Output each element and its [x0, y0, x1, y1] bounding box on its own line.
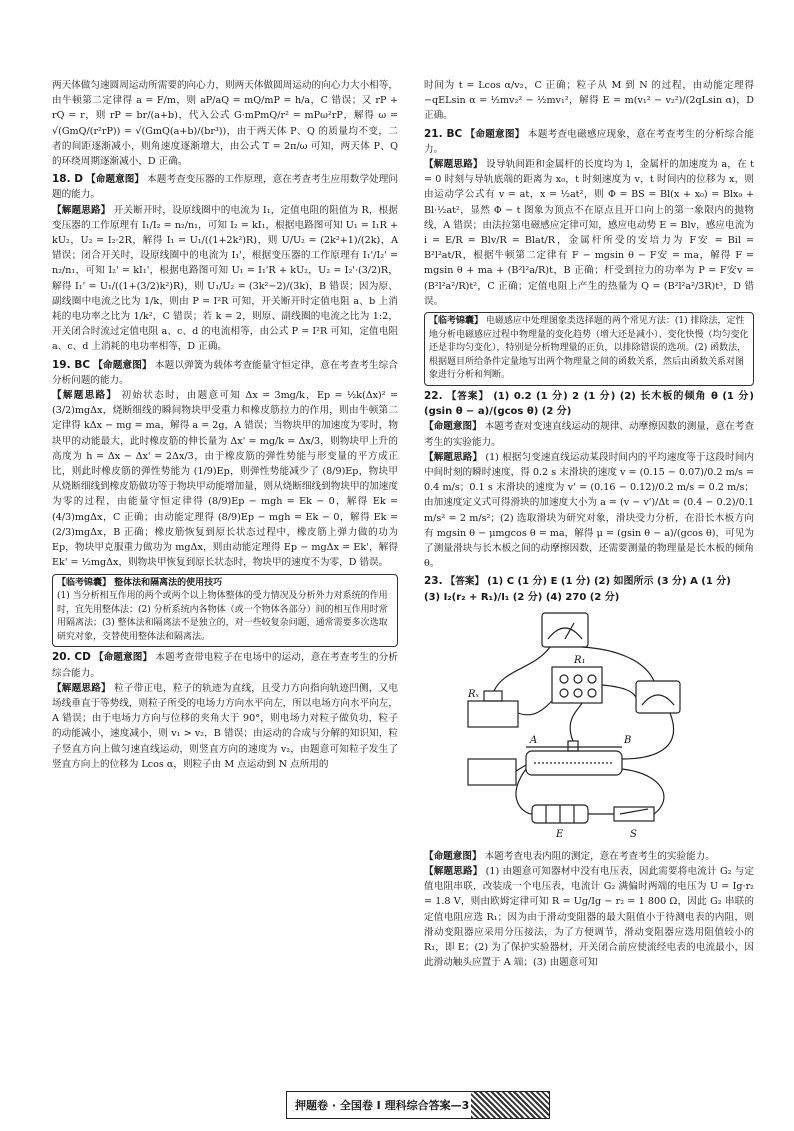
q17-continuation: 两天体做匀速圆周运动所需要的向心力，则两天体做圆周运动的向心力大小相等，由牛顿第二定律得 a = F/m，则 aP/aQ = mQ/mP = h/a，C 错误；又 rP + rQ = r，则 rP = br/(a+b)，代入公式 G·mPmQ/r² = mPω²rP，解得 ω = √(GmQ/(r²rP)) = √(GmQ(a+b)/(br³))，由于两天体 P、Q 的质量均不变，二者的间距逐渐减小，则角速度逐渐增大，由公式 T = 2π/ω 可知，两天体 P、Q 的环绕周期逐渐减小，D 正确。	[52, 80, 398, 168]
q19-idea-tag: 【解题思路】	[52, 390, 118, 402]
footer-pattern	[471, 1092, 549, 1118]
q19-intent-tag: 【命题意图】	[93, 359, 152, 371]
tip-box-2-title: 【临考锦囊】	[429, 316, 484, 327]
q20-idea: 粒子带正电，粒子的轨迹为直线，且受力方向指向轨迹凹侧，又电场线垂直于等势线，则粒子所受的电场力方向水平向左，所以电场方向水平向左，A 错误；由于电场力方向与位移的夹角大于 90°，则电场力对粒子做负功，粒子的动能减小，速度减小，则 v₁ > v₂，B 错误；由运动的合成与分解的知识知，粒子竖直方向上做匀速直线运动，则竖直方向的速度为 v₂，由题意可知粒子发生了竖直方向上的位移为 Lcos α，则粒子由 M 点运动到 N 点所用的	[52, 682, 399, 770]
circuit-figure	[464, 609, 704, 845]
q22-answer-tag: 【答案】	[446, 391, 490, 403]
q20-intent: 本题考查带电粒子在电场中的运动，意在考查考生的分析综合能力。	[52, 652, 398, 679]
q21-number: 21. BC	[424, 127, 463, 140]
label-r1: R₁	[574, 654, 586, 666]
page-footer	[286, 1091, 550, 1119]
right-column	[424, 78, 754, 970]
q22-answer: (1) 0.2 (1 分) 2 (1 分) (2) 长木板的倾角 θ (1 分) (gsin θ − a)/(gcos θ) (2 分)	[424, 391, 754, 418]
q19-intent: 本题以弹簧为载体考查能量守恒定律，意在考查考生综合分析问题的能力。	[52, 359, 398, 386]
resistor-rx	[468, 701, 518, 727]
circuit-drawing	[464, 609, 704, 845]
q19-block	[52, 358, 398, 571]
q19-idea: 初始状态时，由题意可知 Δx = 3mg/k，Ep = ½k(Δx)² = (3/2)mgΔx，烧断细线的瞬间物块甲受重力和橡皮筋拉力的作用，则由牛顿第二定律得 kΔx − mg = ma，解得 a = 2g，A 错误；当物块甲的加速度为零时，物块甲的动能最大，此时橡皮筋的伸长量为 Δx' = mg/k = Δx/3，则物块甲上升的高度为 h = Δx − Δx' = 2Δx/3，由于橡皮筋的弹性势能与形变量的平方成正比，则此时橡皮筋的弹性势能为 (1/9)Ep，则弹性势能减少了 (8/9)Ep，物块甲从烧断细线到橡皮筋做功等于物块甲动能增加量，则从烧断细线到物块甲的加速度为零的过程，由能量守恒定律得 (8/9)Ep − mgh = Ek − 0，解得 Ek = (4/3)mgΔx，C 正确；由动能定理得 (8/9)Ep − mgh = Ek − 0，解得 Ek = (2/3)mgΔx，B 正确；橡皮筋恢复到原长状态过程中，橡皮筋上弹力做的功为 Ep，物块甲克服重力做功为 mgΔx，则由动能定理得 Ep − mgΔx = Ek'，解得 Ek' = ½mgΔx，则物块甲恢复到原长状态时，物块甲的速度不为零，D 错误。	[52, 390, 398, 569]
tip-box-1-title: 【临考锦囊】 整体法和隔离法的使用技巧	[57, 577, 223, 588]
q20-number: 20. CD	[52, 651, 91, 664]
tip-box-1	[52, 574, 398, 648]
q21-intent: 本题考查电磁感应现象，意在考查考生的分析综合能力。	[424, 128, 755, 155]
q18-idea-tag: 【解题思路】	[52, 204, 111, 216]
q18-block	[52, 172, 398, 354]
q20-intent-tag: 【命题意图】	[93, 652, 153, 664]
q19-number: 19. BC	[52, 358, 91, 371]
q23-block	[424, 574, 754, 970]
label-rx: Rₓ	[468, 688, 480, 700]
q18-intent-tag: 【命题意图】	[86, 174, 145, 186]
q21-idea-tag: 【解题思路】	[424, 159, 483, 171]
q23-answer-1: (1) C (1 分) E (1 分) (2) 如图所示 (3 分) A (1 分)	[487, 576, 731, 588]
q23-idea-tag: 【解题思路】	[424, 866, 483, 878]
q22-intent: 本题考查对变速直线运动的规律、动摩擦因数的测量，意在考查考生的实验能力。	[424, 421, 755, 448]
label-s: S	[630, 828, 637, 840]
q23-intent: 本题考查电表内阻的测定，意在考查考生的实验能力。	[484, 850, 715, 862]
q23-number: 23.	[424, 575, 443, 588]
ammeter-g2	[542, 613, 588, 647]
q23-answer-tag: 【答案】	[445, 576, 485, 588]
q22-intent-tag: 【命题意图】	[424, 421, 482, 433]
resistor-r1	[552, 667, 602, 703]
q18-idea: 开关断开时，设原线圈中的电流为 I₁，定值电阻的阻值为 R，根据变压器的工作原理有 I₁/I₂ = n₂/n₁，可知 I₂ = kI₁，根据电路图可知 U₁ = I₁R + kU₂，U₂ = I₂·2R，解得 I₁ = U₁/((1+2k²)R)，则 U/U₂ = (2k²+1)/(2k)，A 错误；闭合开关时，设原线圈中的电流为 I₁'，根据变压器的工作原理有 I₁'/I₂' = n₂/n₁，可知 I₂' = kI₁'，根据电路图可知 U₁ = I₁'R + kU₂，U₂ = I₂'·(3/2)R，解得 I₁' = U₁/((1+(3/2)k²)R)，则 U₁/U₂ = (3k²−2)/(3k)，B 错误；因为原、副线圈中电流之比为 1/k，则由 P = I²R 可知，开关断开时定值电阻 a、b 上消耗的电功率之比为 1/k²，C 错误；若 k = 2，则原、副线圈的电流之比为 1:2，开关闭合时流过定值电阻 a、c、d 的电流相等，由公式 P = I²R 可知，定值电阻 a、c、d 上消耗的电功率相等，D 正确。	[52, 204, 398, 353]
q21-block	[424, 127, 754, 309]
q22-idea-tag: 【解题思路】	[424, 451, 483, 463]
q18-intent: 本题考查变压器的工作原理，意在考查考生应用数学处理问题的能力。	[52, 174, 398, 201]
q22-idea: (1) 根据匀变速直线运动某段时间内的平均速度等于这段时间内中间时刻的瞬时速度，得 0.2 s 末滑块的速度 v = (0.15 − 0.07)/0.2 m/s = 0.4 m/s；0.1 s 末滑块的速度为 v' = (0.16 − 0.12)/0.2 m/s = 0.2 m/s；由加速度定义式可得滑块的加速度大小为 a = (v − v')/Δt = (0.4 − 0.2)/0.1 m/s² = 2 m/s²；(2) 选取滑块为研究对象，滑块受力分析，在沿长木板方向有 mgsin θ − μmgcos θ = ma，解得 μ = (gsin θ − a)/(gcos θ)，可见为了测量滑块与长木板之间的动摩擦因数，还需要测量的物理量是长木板的倾角 θ。	[424, 451, 755, 570]
q23-idea: (1) 由题意可知器材中没有电压表，因此需要将电流计 G₂ 与定值电阻串联，改装成一个电压表，电流计 G₂ 满偏时两端的电压为 U = Ig·r₂ = 1.8 V，则由欧姆定律可知 R = Ug/Ig − r₂ = 1 800 Ω，因此 G₂ 串联的定值电阻应选 R₁；因为由于滑动变阻器的最大阻值小于待测电表的内阻，则滑动变阻器应采用分压接法，为了方便调节，滑动变阻器应选用阻值较小的 R₁，即 E；(2) 为了保护实验器材，开关闭合前应使流经电表的电流最小，因此滑动触头应置于 A 端；(3) 由题意可知	[424, 866, 754, 969]
label-a: A	[530, 734, 538, 746]
q23-intent-tag: 【命题意图】	[424, 850, 482, 862]
q20-continuation: 时间为 t = Lcos α/v₂，C 正确；粒子从 M 到 N 的过程，由动能定理得 −qELsin α = ½mv₂² − ½mv₁²，解得 E = m(v₁² − v₂²)/(2qLsin α)，D 正确。	[424, 80, 754, 122]
footer-label: 押题卷 · 全国卷 Ⅰ 理科综合答案—3	[295, 1099, 470, 1112]
tip-box-1-body: (1) 当分析相互作用的两个或两个以上物体整体的受力情况及分析外力对系统的作用时，宜先用整体法；(2) 分析系统内各物体（或一个物体各部分）间的相互作用时常用隔离法；(3) 整体法和隔离法不是独立的，对一些较复杂问题，通常需要多次选取研究对象，交替使用整体法和隔离法。	[57, 591, 388, 642]
label-b: B	[624, 734, 632, 746]
tip-box-2-body: 电磁感应中处理图象类选择题的两个常见方法：(1) 排除法，定性地分析电磁感应过程中物理量的变化趋势（增大还是减小）、变化快慢（均匀变化还是非均匀变化），特别是分析物理量的正负，以排除错误的选项。(2) 函数法，根据题目所给条件定量地写出两个物理量之间的函数关系，然后由函数关系对图象进行分析和判断。	[429, 316, 749, 381]
q21-idea: 设导轨间距和金属杆的长度均为 l，金属杆的加速度为 a，在 t = 0 时刻与导轨底端的距离为 x₀，t 时刻速度为 v，t 时间内的位移为 x，则由运动学公式有 v = at，x = ½at²，则 Φ = BS = Bl(x + x₀) = Blx₀ + Bl·½at²，显然 Φ − t 图象为顶点不在原点且开口向上的第一象限内的抛物线，A 错误；由法拉第电磁感应定律可知，感应电动势 E = Blv，感应电流为 i = E/R = Blv/R = Blat/R，金属杆所受的安培力为 F安 = Bil = B²l²at/R，根据牛顿第二定律有 F − mgsin θ − F安 = ma，解得 F = mgsin θ + ma + (B²l²a/R)t，B 正确；杆受到拉力的功率为 P = F安v = (B²l²a²/R)t²，C 正确；定值电阻上产生的热量为 Q = (B²l²a²/3R)t³，D 错误。	[424, 159, 754, 307]
ammeter-g1	[636, 681, 680, 713]
q23-answer-2: (3) I₂(r₂ + R₁)/I₁ (2 分) (4) 270 (2 分)	[424, 591, 620, 603]
q20-idea-tag: 【解题思路】	[52, 682, 111, 694]
q22-number: 22.	[424, 390, 443, 403]
tip-box-2	[424, 312, 754, 386]
q22-block	[424, 389, 754, 571]
q18-number: 18. D	[52, 173, 84, 186]
q21-intent-tag: 【命题意图】	[465, 128, 525, 140]
q20-block	[52, 650, 398, 772]
label-e: E	[556, 828, 564, 840]
left-column	[52, 78, 398, 772]
